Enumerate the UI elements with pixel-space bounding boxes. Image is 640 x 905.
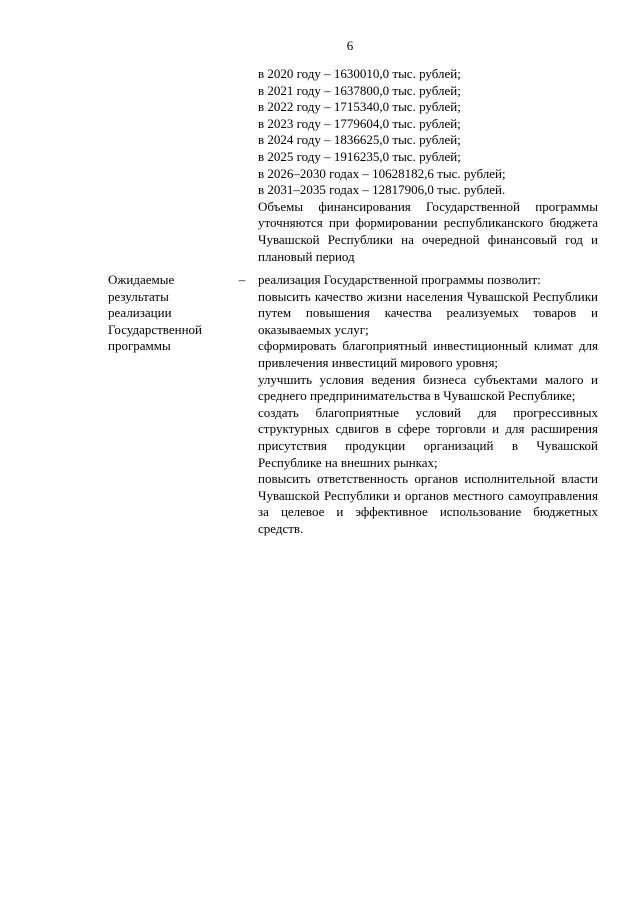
- result-item-business-conditions: улучшить условия ведения бизнеса субъектами малого и среднего предпринимательства в Чувашской Республике;: [258, 371, 598, 404]
- funding-year-2023: в 2023 году – 1779604,0 тыс. рублей;: [258, 115, 461, 131]
- result-item-investment-climate: сформировать благоприятный инвестиционный климат для привлечения инвестиций мирового уровня;: [258, 338, 598, 370]
- expected-results-list: [258, 272, 598, 538]
- funding-year-2021: в 2021 году – 1637800,0 тыс. рублей;: [258, 82, 461, 98]
- funding-block: [258, 66, 598, 265]
- page-number: 6: [346, 38, 354, 53]
- funding-year-2020: в 2020 году – 1630010,0 тыс. рублей;: [258, 66, 461, 81]
- funding-year-2022: в 2022 году – 1715340,0 тыс. рублей;: [258, 99, 461, 115]
- funding-note: Объемы финансирования Государственной программы уточняются при формировании республиканского бюджета Чувашской Республики на очередной финансовый год и плановый период: [258, 198, 598, 264]
- funding-year-2024: в 2024 году – 1836625,0 тыс. рублей;: [258, 132, 461, 148]
- funding-year-2025: в 2025 году – 1916235,0 тыс. рублей;: [258, 148, 461, 164]
- label-dash: –: [238, 272, 246, 287]
- result-item-budget-responsibility: повысить ответственность органов исполнительной власти Чувашской Республики и органов местного самоуправления за целевое и эффективное использование бюджетных средств.: [258, 471, 598, 536]
- expected-results-label: Ожидаемые результаты реализации Государственной программы: [108, 272, 203, 354]
- funding-years-2026-2030: в 2026–2030 годах – 10628182,6 тыс. рублей;: [258, 165, 506, 181]
- result-item-trade-structure: создать благоприятные условий для прогрессивных структурных сдвигов в сфере торговли и для расширения присутствия продукции организаций в Чувашской Республике на внешних рынках;: [258, 404, 598, 470]
- result-item-quality-of-life: повысить качество жизни населения Чувашской Республики путем повышения качества реализуемых товаров и оказываемых услуг;: [258, 288, 598, 337]
- funding-years-2031-2035: в 2031–2035 годах – 12817906,0 тыс. рублей.: [258, 182, 506, 198]
- results-intro: реализация Государственной программы позволит:: [258, 272, 541, 287]
